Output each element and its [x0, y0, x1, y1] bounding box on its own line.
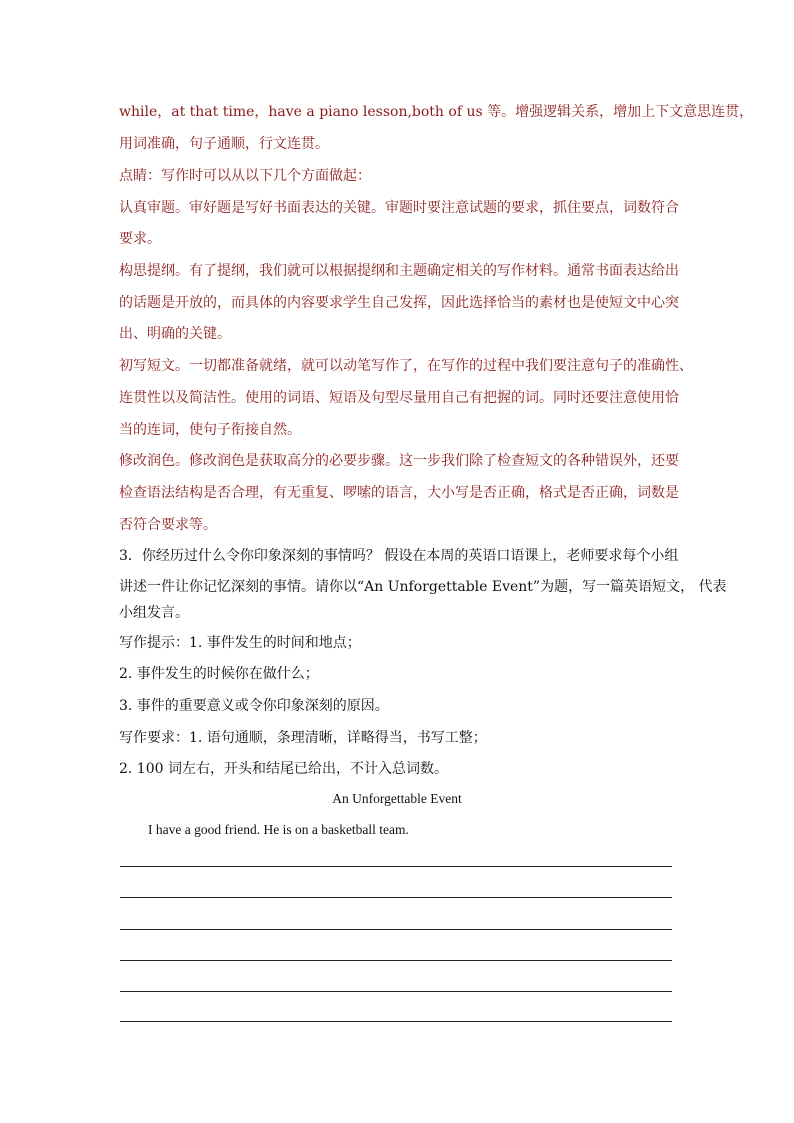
writing-hint-2: 2. 事件发生的时候你在做什么；	[119, 666, 319, 682]
tip-line-13: 检查语法结构是否合理，有无重复、啰嗦的语言，大小写是否正确，格式是否正确，词数是	[119, 485, 679, 501]
essay-title: An Unforgettable Event	[332, 791, 462, 806]
tip-line-3: 点睛：写作时可以从以下几个方面做起：	[119, 168, 371, 184]
writing-requirement-2: 2. 100 词左右，开头和结尾已给出，不计入总词数。	[119, 761, 448, 777]
writing-hint-3: 3. 事件的重要意义或令你印象深刻的原因。	[119, 698, 389, 714]
tip-line-5: 要求。	[119, 231, 161, 247]
question-line-3: 小组发言。	[119, 605, 189, 621]
tip-line-11: 当的连词，使句子衔接自然。	[119, 422, 301, 438]
tip-line-14: 否符合要求等。	[119, 517, 217, 533]
writing-hint-1: 写作提示：1. 事件发生的时间和地点；	[119, 635, 361, 651]
writing-line	[120, 1021, 672, 1022]
essay-opening: I have a good friend. He is on a basketball team.	[148, 822, 409, 837]
question-line-1: 3．你经历过什么令你印象深刻的事情吗？ 假设在本周的英语口语课上，老师要求每个小组	[119, 548, 679, 564]
tip-line-2: 用词准确，句子通顺，行文连贯。	[119, 136, 329, 152]
writing-line	[120, 897, 672, 898]
tip-line-12: 修改润色。修改润色是获取高分的必要步骤。这一步我们除了检查短文的各种错误外，还要	[119, 453, 679, 469]
tip-line-1: while，at that time，have a piano lesson,both of us 等。增强逻辑关系，增加上下文意思连贯，	[119, 104, 754, 120]
tip-line-9: 初写短文。一切都准备就绪，就可以动笔写作了，在写作的过程中我们要注意句子的准确性、	[119, 358, 693, 374]
writing-line	[120, 866, 672, 867]
tip-line-10: 连贯性以及简洁性。使用的词语、短语及句型尽量用自己有把握的词。同时还要注意使用恰	[119, 390, 679, 406]
writing-line	[120, 991, 672, 992]
writing-line	[120, 960, 672, 961]
tip-line-7: 的话题是开放的，而具体的内容要求学生自己发挥，因此选择恰当的素材也是使短文中心突	[119, 295, 679, 311]
tip-line-8: 出、明确的关键。	[119, 326, 231, 342]
writing-requirement-1: 写作要求：1. 语句通顺，条理清晰，详略得当，书写工整；	[119, 730, 487, 746]
writing-line	[120, 929, 672, 930]
tip-line-4: 认真审题。审好题是写好书面表达的关键。审题时要注意试题的要求，抓住要点，词数符合	[119, 200, 679, 216]
tip-line-6: 构思提纲。有了提纲，我们就可以根据提纲和主题确定相关的写作材料。通常书面表达给出	[119, 263, 679, 279]
question-line-2: 讲述一件让你记忆深刻的事情。请你以“An Unforgettable Event”为题，写一篇英语短文， 代表	[119, 579, 727, 595]
